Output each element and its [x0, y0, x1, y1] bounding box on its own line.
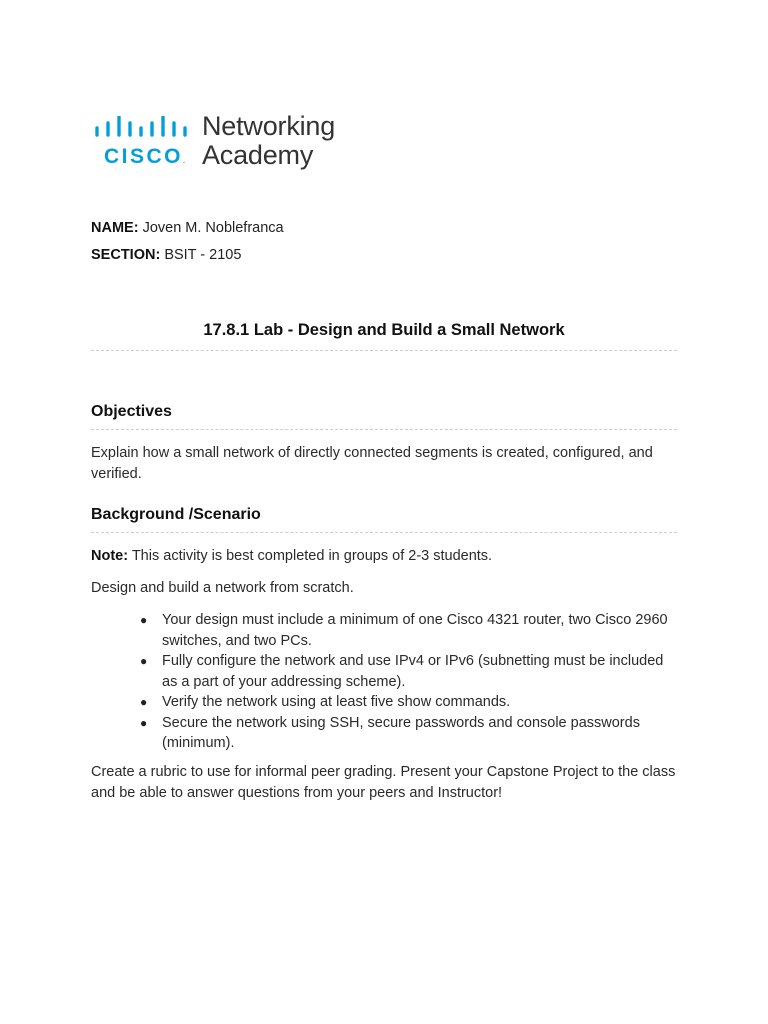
section-label: SECTION: — [91, 247, 161, 263]
bullet-icon: ● — [140, 695, 148, 709]
objectives-heading: Objectives — [91, 403, 172, 420]
title-divider — [91, 350, 677, 351]
background-divider — [91, 532, 677, 533]
background-heading: Background /Scenario — [91, 506, 261, 523]
note-label: Note: — [91, 548, 129, 564]
objectives-text: Explain how a small network of directly connected segments is created, configured, and verified. — [91, 445, 653, 482]
bullet-icon: ● — [140, 613, 148, 627]
logo-title — [202, 112, 335, 170]
note-paragraph — [91, 546, 681, 567]
closing-paragraph: Create a rubric to use for informal peer grading. Present your Capstone Project to the class and be able to answer questions from your peers and Instructor! — [91, 764, 676, 801]
intro-paragraph: Design and build a network from scratch. — [91, 580, 354, 596]
cisco-networking-academy-logo — [94, 112, 354, 174]
cisco-wordmark: CISCO. — [104, 145, 185, 168]
document-title: 17.8.1 Lab - Design and Build a Small Network — [203, 321, 565, 339]
bullet-icon: ● — [140, 715, 148, 730]
list-item: ● Secure the network using SSH, secure passwords and console passwords (minimum). — [140, 714, 640, 751]
logo-line-networking: Networking — [202, 111, 336, 141]
student-name — [91, 219, 284, 237]
bullet-icon: ● — [140, 654, 148, 668]
cisco-bars-icon — [94, 116, 190, 144]
student-section — [91, 246, 241, 264]
note-text: This activity is best completed in groups of 2-3 students. — [128, 548, 493, 564]
requirements-list — [140, 610, 680, 754]
list-item: ● Fully configure the network and use IPv4 or IPv6 (subnetting must be included as a part of your addressing scheme). — [140, 653, 664, 690]
section-value: BSIT - 2105 — [164, 247, 242, 263]
list-item: ● Verify the network using at least five show commands. — [140, 692, 680, 713]
name-label: NAME: — [91, 220, 139, 236]
logo-line-academy: Academy — [202, 140, 314, 170]
name-value: Joven M. Noblefranca — [142, 220, 284, 236]
objectives-divider — [91, 429, 677, 430]
list-item: ● Your design must include a minimum of one Cisco 4321 router, two Cisco 2960 switches, and two PCs. — [140, 612, 668, 649]
